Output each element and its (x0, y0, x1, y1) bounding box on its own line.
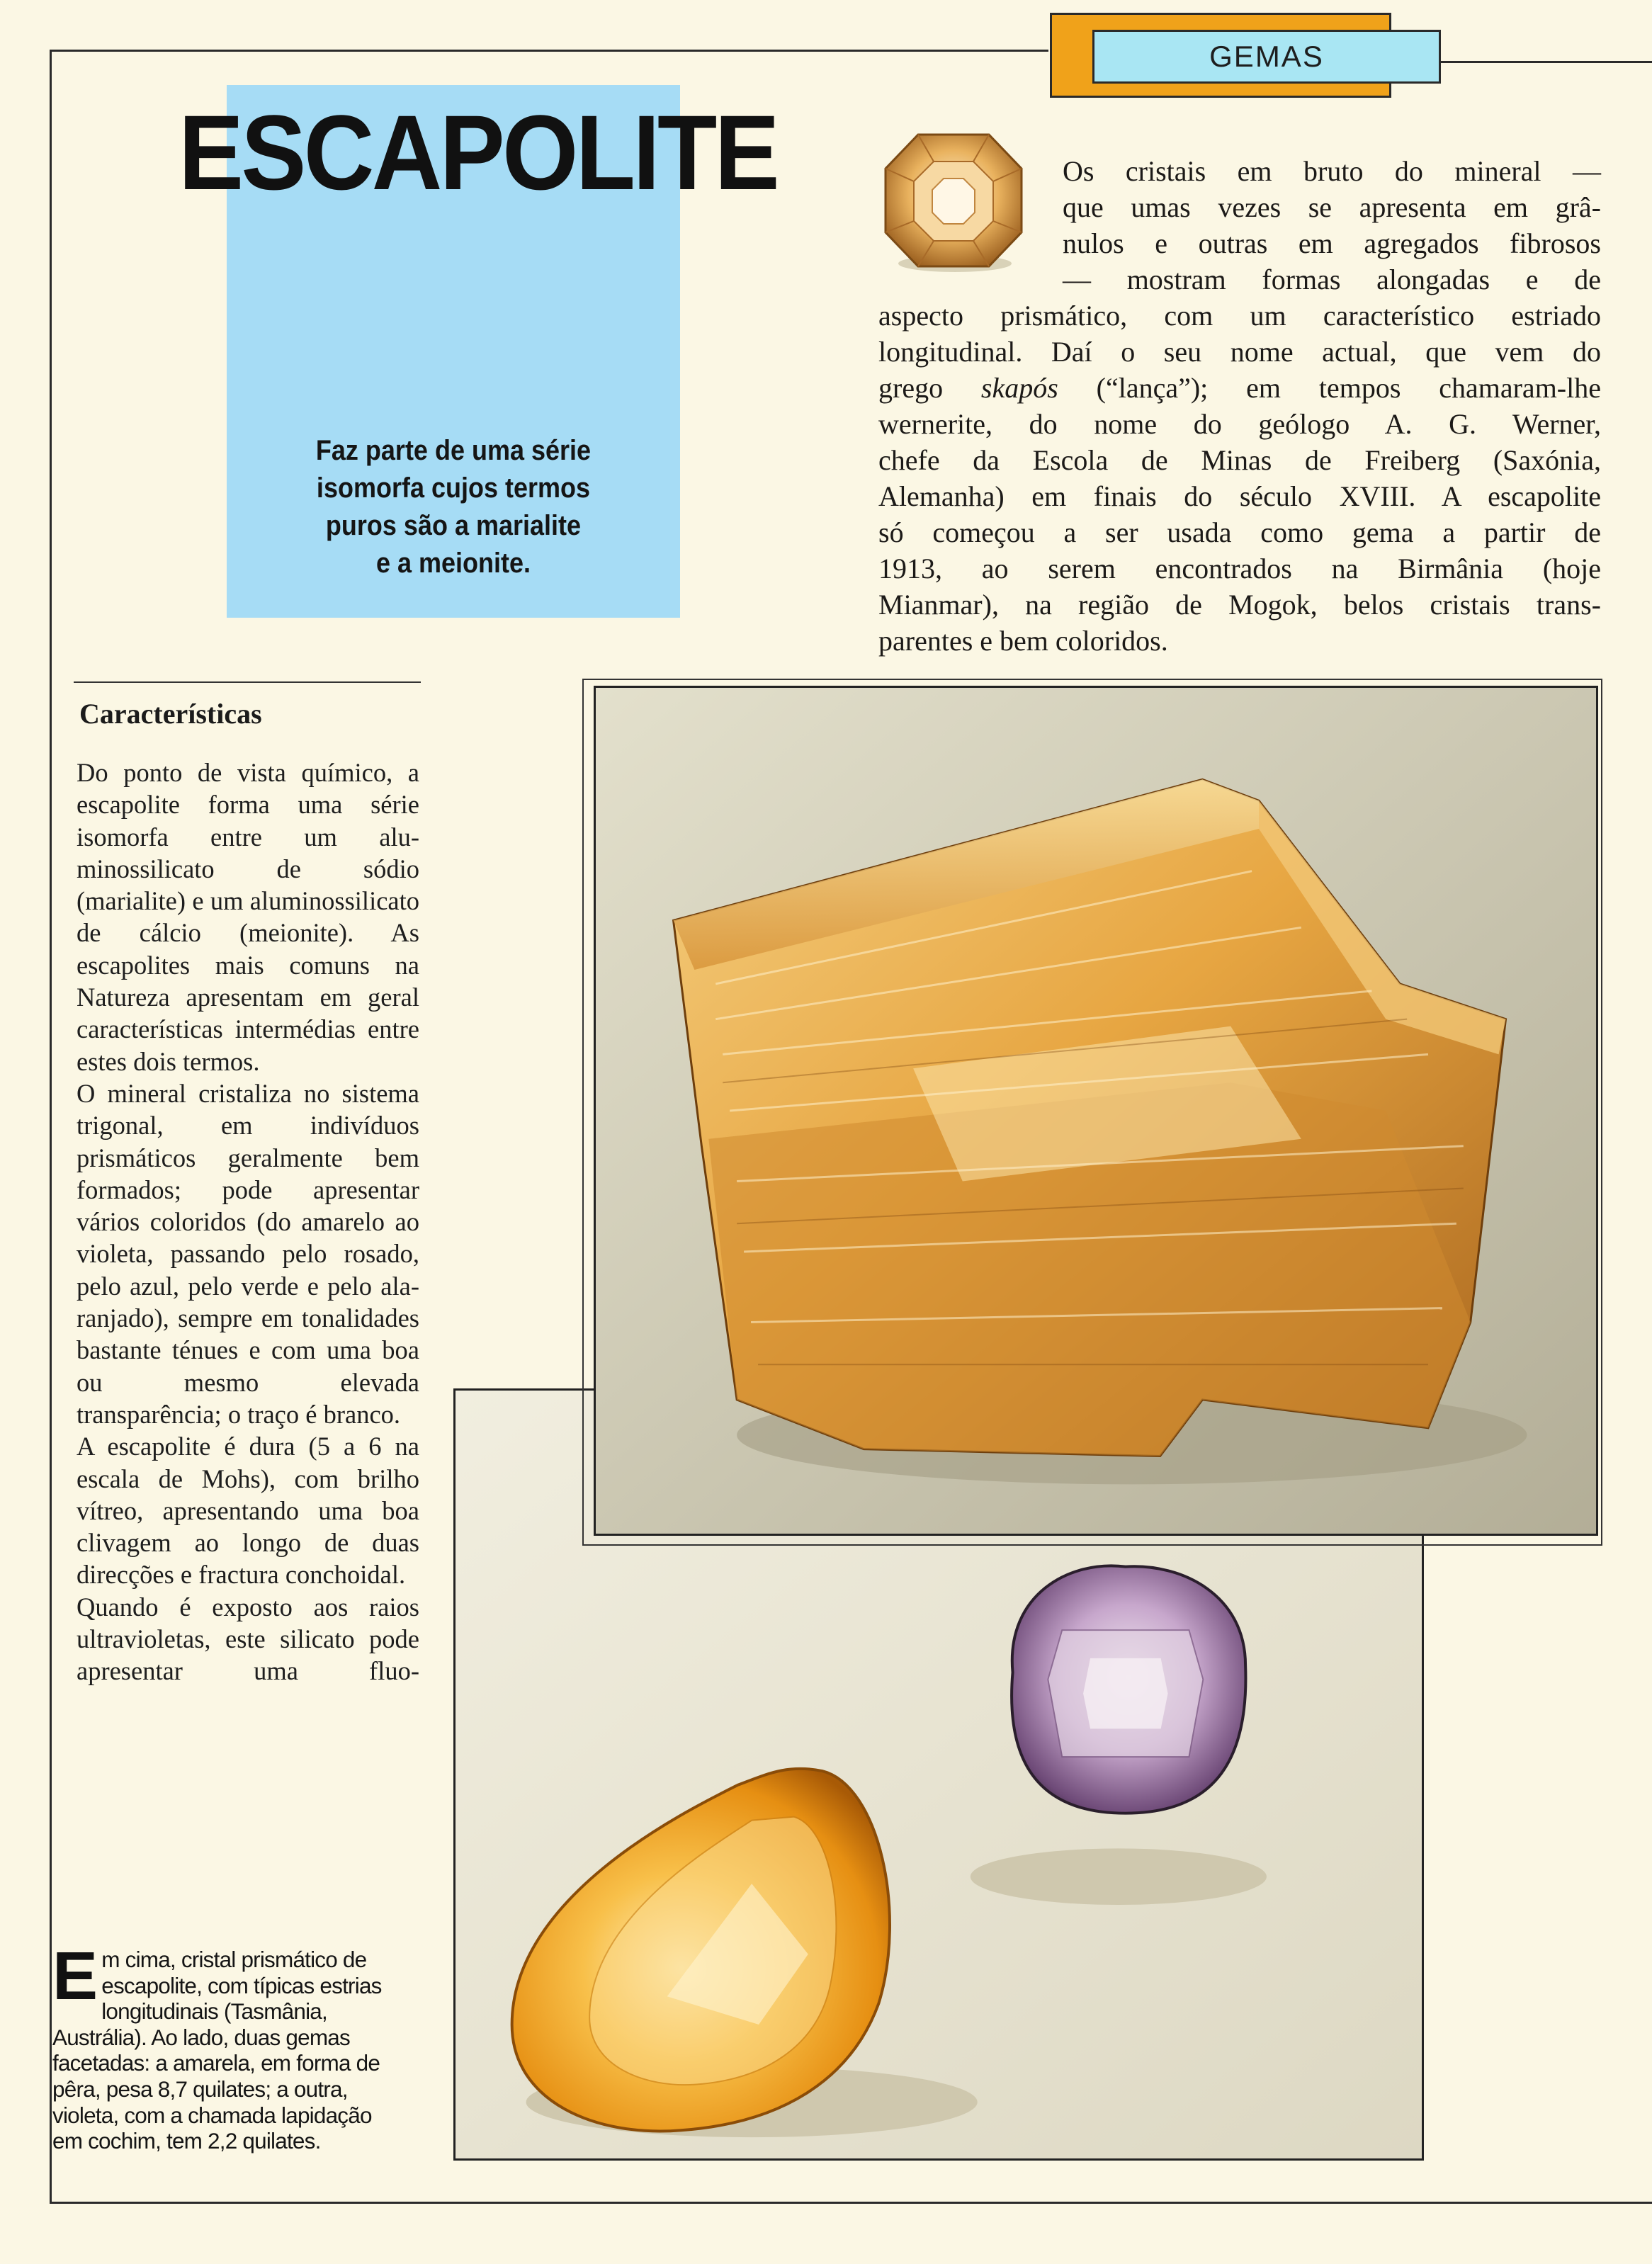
intro-line: chefe da Escola de Minas de Freiberg (Saxónia, (878, 444, 1601, 476)
intro-line (878, 370, 1601, 406)
intro-line: aspecto prismático, com um característico estriado (878, 300, 1601, 332)
intro-line: parentes e bem coloridos. (878, 625, 1168, 657)
intro-line: — mostram formas alongadas e de (1063, 264, 1601, 295)
intro-line: 1913, ao serem encontrados na Birmânia (hoje (878, 553, 1601, 584)
subtitle-line: puros são a marialite (325, 510, 582, 541)
characteristics-body (77, 757, 419, 1687)
paragraph: A escapolite é dura (5 a 6 na escala de Mohs), com brilho vítreo, apresentando uma boa clivagem ao longo de duas direcções e fractura conchoidal. (77, 1432, 419, 1590)
paragraph: Do ponto de vista químico, a escapolite forma uma série isomorfa entre um aluminossilicato de sódio (marialite) e um aluminossilicato de cálcio (meionite). As escapolites mais comuns na Natureza apresentam em geral características intermédias entre estes dois termos. (77, 758, 419, 1076)
paragraph: Quando é exposto aos raios ultravioletas, este silicato pode apresentar uma fluo- (77, 1592, 419, 1686)
section-tab: GEMAS (1092, 30, 1441, 84)
photo-caption (52, 1938, 407, 2154)
page-frame-left (50, 50, 52, 2203)
intro-line: Os cristais em bruto do mineral — (1063, 155, 1601, 187)
intro-line: só começou a ser usada como gema a partir de (878, 516, 1601, 548)
intro-text: grego (878, 372, 981, 404)
subtitle (275, 432, 632, 582)
page-frame-top-right (1439, 61, 1652, 63)
page-title: ESCAPOLITE (179, 93, 777, 212)
intro-line: Mianmar), na região de Mogok, belos cristais trans- (878, 589, 1601, 621)
intro-line: wernerite, do nome do geólogo A. G. Werner, (878, 408, 1601, 440)
caption-drop-cap: E (52, 1938, 98, 2014)
subtitle-line: e a meionite. (375, 548, 531, 579)
intro-line: longitudinal. Daí o seu nome actual, que vem do (878, 336, 1601, 368)
caption-text: m cima, cristal prismático de escapolite, com típicas estrias longitudinais (Tasmânia, Austrália). Ao lado, duas gemas facetadas: a amarela, em forma de pêra, pesa 8,7 quilates; a outra, violeta, com a chamada lapidação em cochim, tem 2,2 quilates. (52, 1947, 382, 2154)
subtitle-line: Faz parte de uma série (315, 435, 592, 466)
section-divider (74, 681, 421, 683)
intro-line: que umas vezes se apresenta em grâ- (1063, 191, 1601, 223)
section-heading: Características (79, 698, 262, 730)
faceted-gem-icon (876, 125, 1030, 279)
page-frame-top (50, 50, 1048, 52)
intro-line: Alemanha) em finais do século XVIII. A escapolite (878, 480, 1601, 512)
intro-line: nulos e outras em agregados fibrosos (1063, 227, 1601, 259)
intro-text: (“lança”); em tempos chamaram-lhe (1058, 372, 1601, 404)
escapolite-crystal-photo (594, 686, 1598, 1536)
etymology-word: skapós (980, 372, 1058, 404)
subtitle-line: isomorfa cujos termos (316, 472, 591, 504)
page-frame-bottom (50, 2202, 1652, 2204)
paragraph: O mineral cristaliza no sistema trigonal, em indivíduos prismáticos geralmente bem formados; pode apresentar vários coloridos (do amarelo ao violeta, passando pelo rosado, pelo azul, pelo verde e pelo alaranjado), sempre em tonalidades bastante ténues e com uma boa ou mesmo elevada transparência; o traço é branco. (77, 1078, 419, 1429)
